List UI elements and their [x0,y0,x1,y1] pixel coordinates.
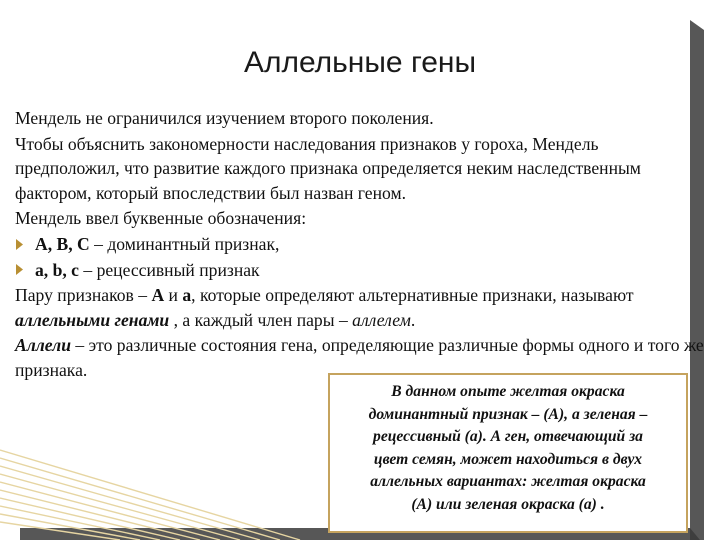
pair-letter-A: А [151,285,165,306]
recessive-letters: a, b, c [35,259,79,280]
callout-line-5: аллельных вариантах: желтая окраска [370,473,646,490]
caret-right-icon [15,263,35,276]
callout-line-1: В данном опыте желтая окраска [391,383,625,400]
pair-paragraph [15,283,705,332]
pair-letter-a: а [182,285,192,306]
recessive-text: – рецессивный признак [78,259,260,280]
callout-box [328,373,688,533]
callout-line-2: доминантный признак – (А), а зеленая – [368,405,648,423]
slide-title: Аллельные гены [243,46,477,79]
dominant-text: – доминантный признак, [89,233,280,254]
pair-text-4: . [410,309,416,330]
pair-and: и [164,285,183,306]
term-allelic-genes: аллельными генами [15,309,170,330]
callout-line-3: рецессивный (а). А ген, отвечающий за [373,428,643,445]
callout-line-4: цвет семян, может находиться в двух [373,450,643,468]
bullet-item-dominant [15,232,705,257]
bullet-item-recessive [15,258,705,283]
paragraph-3: Мендель ввел буквенные обозначения: [15,208,307,229]
term-allele: аллелем [352,309,411,330]
paragraph-1: Мендель не ограничился изучением второго поколения. [15,108,434,128]
callout-line-6: (А) или зеленая окраска (а) . [411,495,605,513]
pair-text-3: , а каждый член пары – [169,309,353,330]
slide-body [15,106,705,384]
paragraph-2: Чтобы объяснить закономерности наследования признаков у гороха, Мендель предположил, что развитие каждого признака определяется неким наследственным фактором, который впоследствии был назван геном. [15,133,641,203]
alleles-definition: – это различные состояния гена, определяющие различные формы одного и того же признака. [15,335,704,380]
dominant-letters: А, В, С [35,233,90,254]
caret-right-icon [15,238,35,251]
term-alleles: Аллели [15,335,71,356]
pair-text-2: , которые определяют альтернативные признаки, называют [191,285,634,306]
pair-text-1: Пару признаков – [15,285,152,306]
